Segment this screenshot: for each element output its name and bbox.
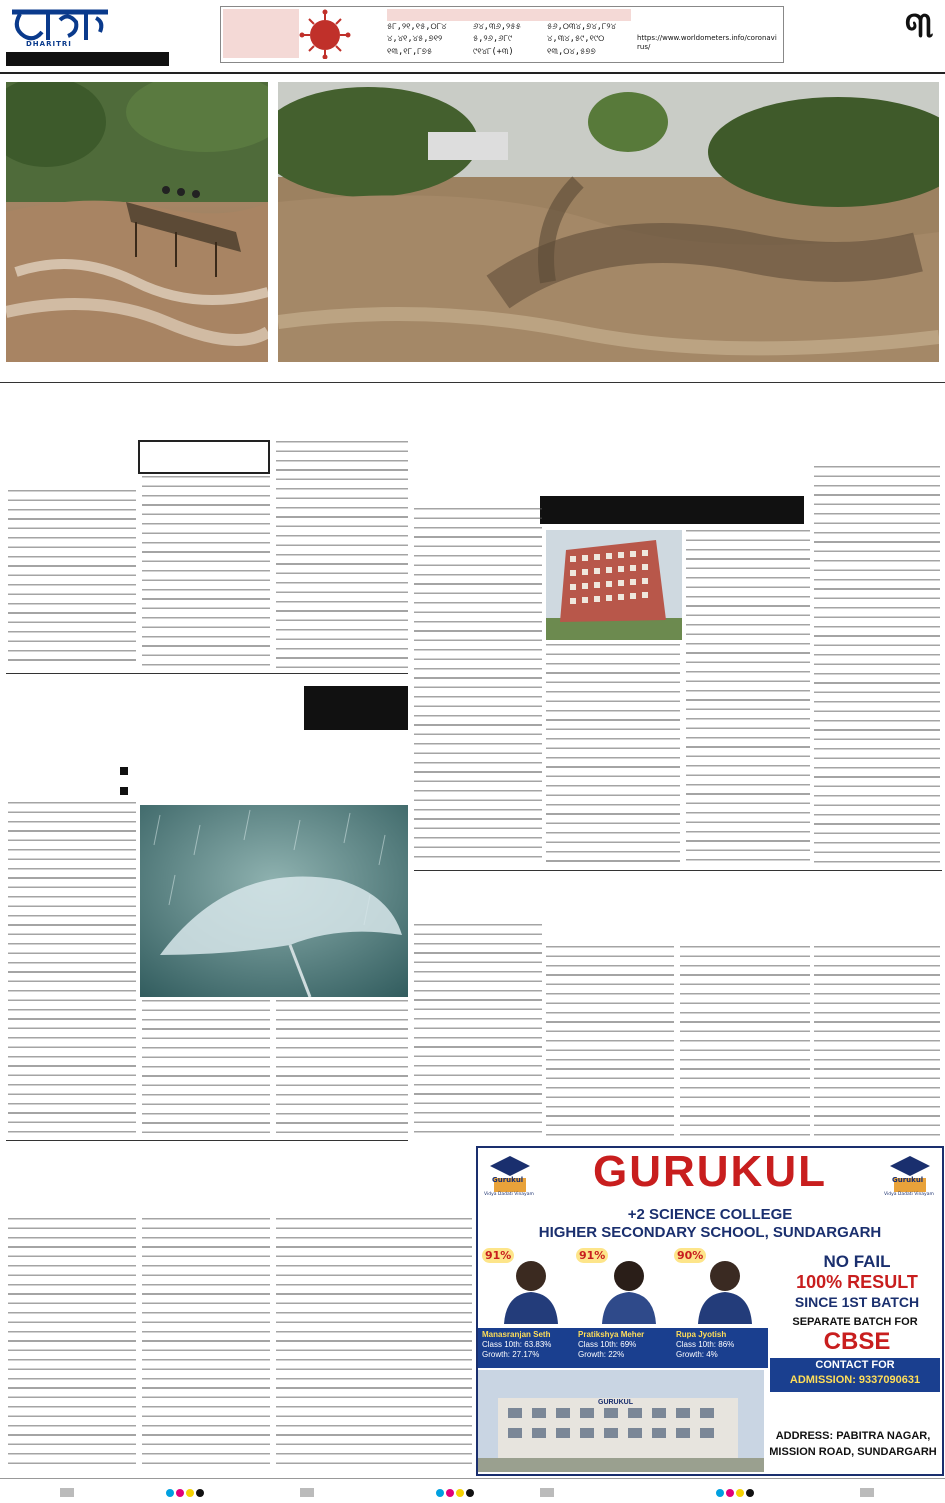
covid-odisha-row: ୧୩,୧୮,୮୭୫ ୯୧୪୮(+୩) ୧୩,୦୪,୫୭୭ bbox=[387, 47, 596, 57]
covid-update-head bbox=[635, 9, 779, 21]
article-kathapol-col1 bbox=[8, 490, 136, 668]
covid-box bbox=[220, 6, 784, 63]
square-bullet-icon bbox=[120, 767, 128, 775]
umbrella-rain-image bbox=[140, 805, 408, 997]
ad-tagline-right: Vidya Dadati Vinayam bbox=[884, 1192, 934, 1197]
student-photo-icon bbox=[694, 1254, 756, 1324]
logo-latin: DHARITRI bbox=[26, 40, 72, 48]
color-registration-icon bbox=[0, 1485, 945, 1499]
student-percent: 91% bbox=[482, 1248, 514, 1263]
student-growth: Growth: 4% bbox=[676, 1350, 718, 1359]
student-photo-icon bbox=[598, 1254, 660, 1324]
ad-contact: CONTACT FOR bbox=[815, 1359, 895, 1371]
student-photo-icon bbox=[500, 1254, 562, 1324]
article-land-col3 bbox=[814, 946, 940, 1136]
student-info-2 bbox=[578, 1330, 670, 1360]
ad-building-photo bbox=[478, 1370, 764, 1472]
highcourt-building-image bbox=[546, 530, 682, 640]
photo-rule bbox=[0, 382, 945, 383]
student-name: Manasranjan Seth bbox=[482, 1330, 551, 1339]
article-pccf-col4 bbox=[814, 466, 940, 864]
byline-schemes bbox=[30, 1204, 150, 1214]
ad-no-fail: NO FAIL bbox=[823, 1252, 891, 1271]
covid-india-row: ୪,୪୧,୪୫,୭୧୨ ୫,୨୬,୬୮୯ ୪,୩୪,୫୯,୧୯୦ bbox=[387, 34, 605, 44]
building-photo bbox=[546, 530, 682, 640]
article-scheme-col2 bbox=[142, 1218, 270, 1472]
ad-logo-text-left: Gurukul bbox=[492, 1176, 524, 1184]
headline-pccf bbox=[414, 394, 942, 466]
box-nuapada-block bbox=[138, 440, 270, 474]
article-scheme-col1 bbox=[8, 1218, 136, 1472]
ad-banner bbox=[478, 1148, 942, 1206]
photo-caption-right bbox=[370, 367, 939, 377]
ad-since: SINCE 1ST BATCH bbox=[794, 1294, 920, 1310]
subhead-highcourt bbox=[540, 496, 804, 524]
article-lightning-col bbox=[414, 924, 542, 1136]
byline-kalahandi bbox=[8, 448, 128, 482]
article-rain-col2 bbox=[142, 1000, 270, 1136]
student-name: Pratikshya Meher bbox=[578, 1330, 645, 1339]
ad-tagline-left: Vidya Dadati Vinayam bbox=[484, 1192, 534, 1197]
article-land-col2 bbox=[680, 946, 810, 1136]
ad-address-1: ADDRESS: PABITRA NAGAR, bbox=[775, 1430, 931, 1442]
article-scheme-col3 bbox=[276, 1218, 472, 1472]
covid-source-site: https://www.worldometers.info/coronavirus/ bbox=[637, 34, 777, 51]
page-number: ୩ bbox=[905, 5, 934, 46]
article-rain-col3 bbox=[276, 1000, 408, 1136]
masthead bbox=[0, 0, 945, 72]
gurukul-ad bbox=[476, 1146, 944, 1476]
ad-school-name: GURUKUL bbox=[593, 1147, 827, 1196]
flood-photo-right bbox=[278, 82, 939, 362]
article-kathapol-col2 bbox=[142, 476, 270, 668]
student-class: Class 10th: 63.83% bbox=[482, 1340, 552, 1349]
dateline-bar bbox=[6, 52, 169, 66]
rule-mid-right bbox=[414, 870, 942, 871]
student-info-1 bbox=[482, 1330, 574, 1360]
covid-world-row: ୫୮,୨୧,୧୫,୦୮୪ ୬୪,୩୬,୨୫୫ ୫୬,୦୩୪,୭୪,୮୨୪ bbox=[387, 22, 617, 32]
rule-mid-left bbox=[6, 673, 408, 674]
headline-lightning bbox=[414, 876, 544, 904]
student-growth: Growth: 22% bbox=[578, 1350, 625, 1359]
masthead-rule bbox=[0, 72, 945, 74]
logo bbox=[8, 4, 113, 50]
headline-48-hours bbox=[6, 680, 302, 732]
ad-line2: HIGHER SECONDARY SCHOOL, SUNDARGARH bbox=[538, 1224, 882, 1241]
ad-board: CBSE bbox=[823, 1328, 891, 1355]
section-name bbox=[800, 6, 900, 46]
byline-land bbox=[590, 934, 730, 944]
covid-header-row bbox=[387, 9, 631, 21]
ad-separate: SEPARATE BATCH FOR bbox=[792, 1316, 918, 1328]
photo-caption-left bbox=[6, 367, 306, 377]
bullet-nabarangpur bbox=[120, 760, 410, 776]
student-growth: Growth: 27.17% bbox=[482, 1350, 540, 1359]
student-percent: 90% bbox=[674, 1248, 706, 1263]
ad-admission: ADMISSION: 9337090631 bbox=[789, 1374, 921, 1386]
byline-pccf bbox=[420, 494, 540, 504]
ad-address-2: MISSION ROAD, SUNDARGARH bbox=[769, 1446, 937, 1458]
flood-photo-left bbox=[6, 82, 268, 362]
article-land-col1 bbox=[546, 946, 674, 1136]
school-building-image bbox=[478, 1370, 764, 1472]
bullet-red-warning bbox=[120, 780, 410, 796]
student-class: Class 10th: 69% bbox=[578, 1340, 637, 1349]
article-pccf-col3 bbox=[686, 530, 810, 864]
byline-bhubaneswar bbox=[30, 745, 170, 755]
covid-title bbox=[223, 9, 299, 58]
article-rain-col1 bbox=[8, 802, 136, 1136]
ad-result: 100% RESULT bbox=[796, 1272, 918, 1292]
ad-logo-right bbox=[884, 1152, 936, 1200]
student-class: Class 10th: 86% bbox=[676, 1340, 735, 1349]
student-name: Rupa Jyotish bbox=[676, 1330, 727, 1339]
headline-land-handover bbox=[546, 884, 942, 928]
footer-rule bbox=[0, 1478, 945, 1479]
building-sign: GURUKUL bbox=[598, 1399, 633, 1406]
umbrella-photo bbox=[140, 805, 408, 997]
headline-scheme bbox=[6, 1148, 474, 1196]
square-bullet-icon bbox=[120, 787, 128, 795]
article-pccf-col1 bbox=[414, 508, 542, 864]
article-pccf-col2 bbox=[546, 644, 680, 864]
flood-bridge-image bbox=[6, 82, 268, 362]
student-percent: 91% bbox=[576, 1248, 608, 1263]
kathapol-col3-mask bbox=[276, 394, 408, 438]
registration-marks bbox=[0, 1484, 945, 1498]
box-statewide-rain bbox=[304, 686, 408, 730]
covid-row-labels bbox=[355, 23, 383, 59]
flood-river-image bbox=[278, 82, 939, 362]
ad-logo-left bbox=[484, 1152, 536, 1200]
ad-line1: +2 SCIENCE COLLEGE bbox=[627, 1206, 793, 1223]
student-info-3 bbox=[676, 1330, 768, 1360]
rule-lower-left bbox=[6, 1140, 408, 1141]
byline-lightning bbox=[440, 910, 540, 920]
ad-logo-text-right: Gurukul bbox=[892, 1176, 924, 1184]
virus-icon bbox=[297, 9, 353, 59]
